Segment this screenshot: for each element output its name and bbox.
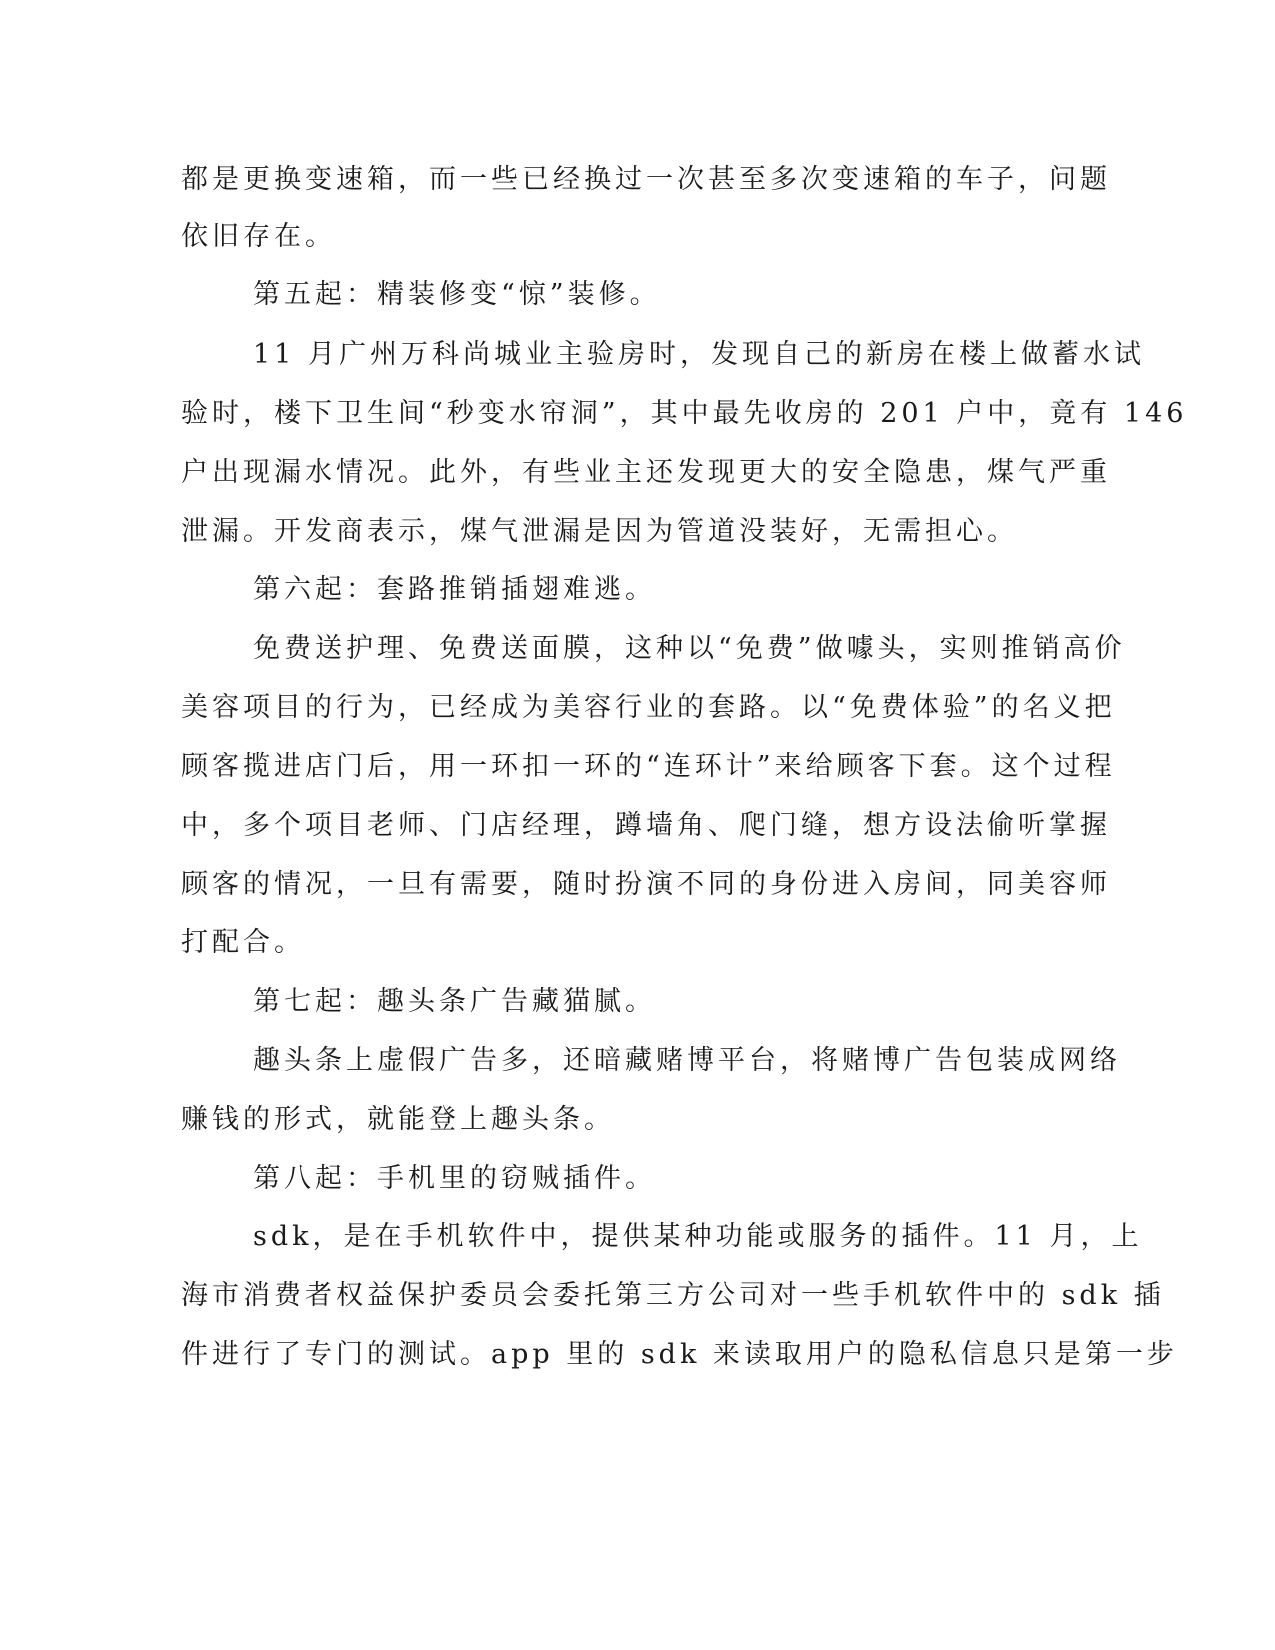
- section-heading: 第七起：趣头条广告藏猫腻。: [253, 986, 656, 1017]
- text-line: 免费送护理、免费送面膜，这种以“免费”做噱头，实则推销高价: [253, 633, 1126, 664]
- text-line: 中，多个项目老师、门店经理，蹲墙角、爬门缝，想方设法偷听掌握: [181, 810, 1111, 841]
- text-line: 顾客的情况，一旦有需要，随时扮演不同的身份进入房间，同美容师: [181, 869, 1111, 900]
- text-line: 趣头条上虚假广告多，还暗藏赌博平台，将赌博广告包装成网络: [253, 1045, 1121, 1076]
- text-line: 顾客揽进店门后，用一环扣一环的“连环计”来给顾客下套。这个过程: [181, 751, 1116, 782]
- text-line: 都是更换变速箱，而一些已经换过一次甚至多次变速箱的车子，问题: [181, 164, 1111, 195]
- section-heading: 第五起：精装修变“惊”装修。: [253, 279, 661, 310]
- text-line: 依旧存在。: [181, 221, 336, 252]
- section-heading: 第六起：套路推销插翅难逃。: [253, 574, 656, 605]
- text-line: sdk，是在手机软件中，提供某种功能或服务的插件。11 月，上: [253, 1221, 1143, 1252]
- section-heading: 第八起：手机里的窃贼插件。: [253, 1163, 656, 1194]
- text-line: 赚钱的形式，就能登上趣头条。: [181, 1104, 615, 1135]
- text-line: 户出现漏水情况。此外，有些业主还发现更大的安全隐患，煤气严重: [181, 457, 1111, 488]
- text-line: 11 月广州万科尚城业主验房时，发现自己的新房在楼上做蓄水试: [253, 339, 1145, 370]
- text-line: 美容项目的行为，已经成为美容行业的套路。以“免费体验”的名义把: [181, 692, 1116, 723]
- text-line: 件进行了专门的测试。app 里的 sdk 来读取用户的隐私信息只是第一步: [181, 1339, 1178, 1370]
- text-line: 验时，楼下卫生间“秒变水帘洞”，其中最先收房的 201 户中，竟有 146: [181, 398, 1188, 429]
- text-line: 泄漏。开发商表示，煤气泄漏是因为管道没装好，无需担心。: [181, 516, 1018, 547]
- text-line: 打配合。: [181, 927, 305, 958]
- text-line: 海市消费者权益保护委员会委托第三方公司对一些手机软件中的 sdk 插: [181, 1280, 1165, 1311]
